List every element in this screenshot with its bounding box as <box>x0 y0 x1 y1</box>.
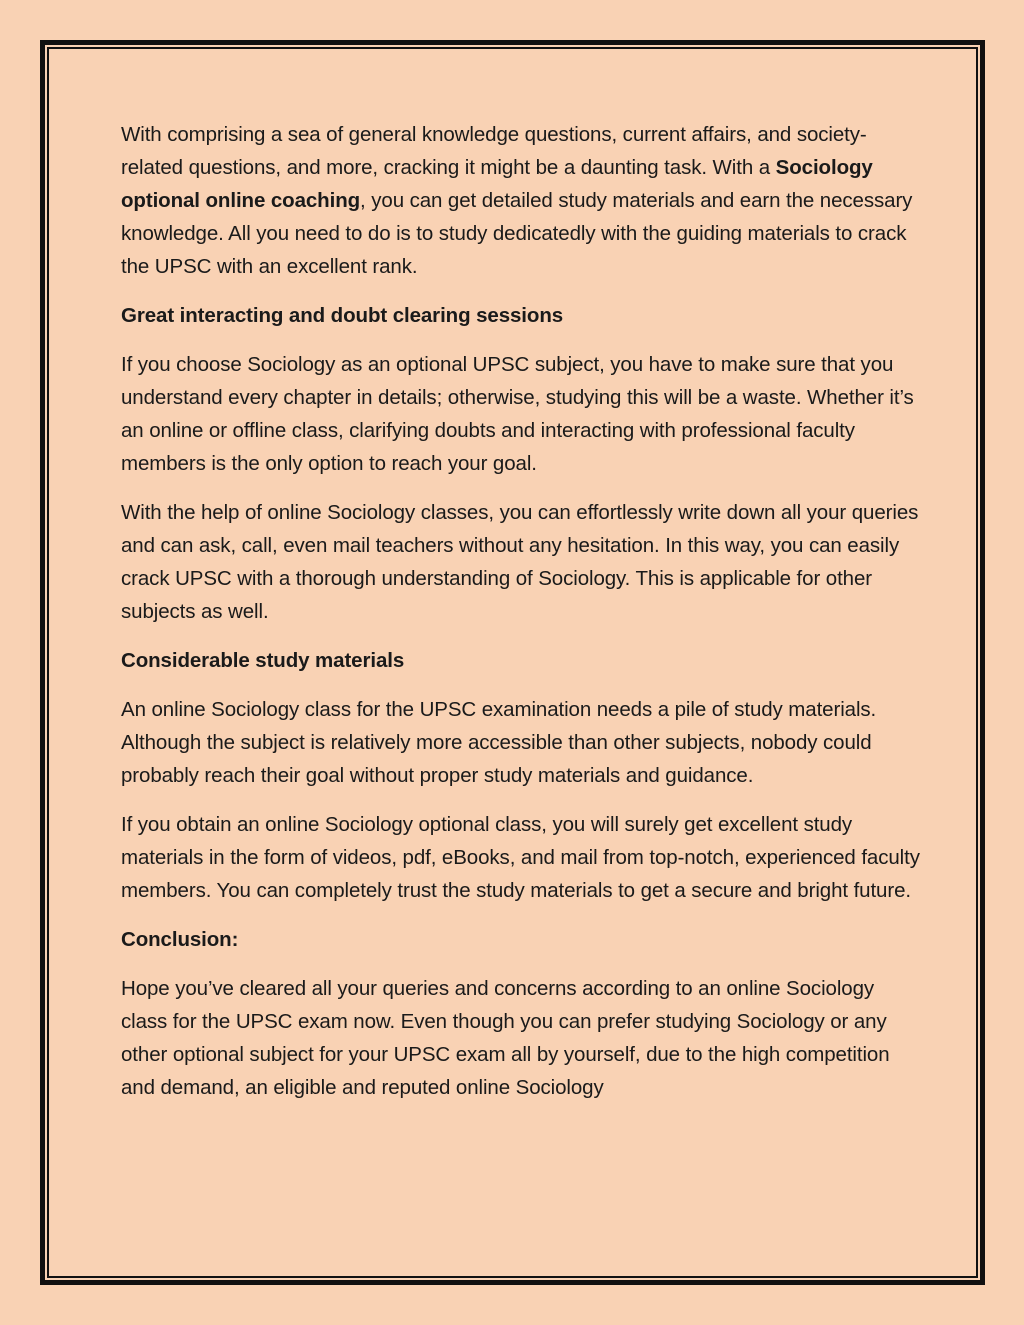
section-heading-doubt-sessions: Great interacting and doubt clearing sessions <box>121 304 564 327</box>
section-heading-conclusion: Conclusion: <box>121 928 239 951</box>
intro-bold-phrase: Sociology optional online coaching <box>121 156 873 212</box>
document-body <box>121 118 921 1120</box>
paragraph-choose-sociology: If you choose Sociology as an optional UPSC subject, you have to make sure that you understand every chapter in details; otherwise, studying this will be a waste. Whether it’s an online or offline class, clarifying doubts and interacting with professional faculty members is the only option to reach your goal. <box>121 353 914 475</box>
intro-paragraph <box>121 118 921 283</box>
intro-text-after: , you can get detailed study materials and earn the necessary knowledge. All you need to do is to study dedicatedly with the guiding materials to crack the UPSC with an excellent rank. <box>121 189 913 278</box>
section-heading-study-materials: Considerable study materials <box>121 649 405 672</box>
intro-text-before: With comprising a sea of general knowledge questions, current affairs, and society-related questions, and more, cracking it might be a daunting task. With a <box>121 123 867 179</box>
paragraph-online-classes: With the help of online Sociology classes, you can effortlessly write down all your queries and can ask, call, even mail teachers without any hesitation. In this way, you can easily crack UPSC with a thorough understanding of Sociology. This is applicable for other subjects as well. <box>121 501 919 623</box>
paragraph-excellent-materials: If you obtain an online Sociology optional class, you will surely get excellent study materials in the form of videos, pdf, eBooks, and mail from top-notch, experienced faculty members. You can completely trust the study materials to get a secure and bright future. <box>121 813 920 902</box>
paragraph-conclusion: Hope you’ve cleared all your queries and concerns according to an online Sociology class for the UPSC exam now. Even though you can prefer studying Sociology or any other optional subject for your UPSC exam all by yourself, due to the high competition and demand, an eligible and reputed online Sociology <box>121 977 890 1099</box>
paragraph-pile-of-materials: An online Sociology class for the UPSC examination needs a pile of study materials. Although the subject is relatively more accessible than other subjects, nobody could probably reach their goal without proper study materials and guidance. <box>121 698 877 787</box>
